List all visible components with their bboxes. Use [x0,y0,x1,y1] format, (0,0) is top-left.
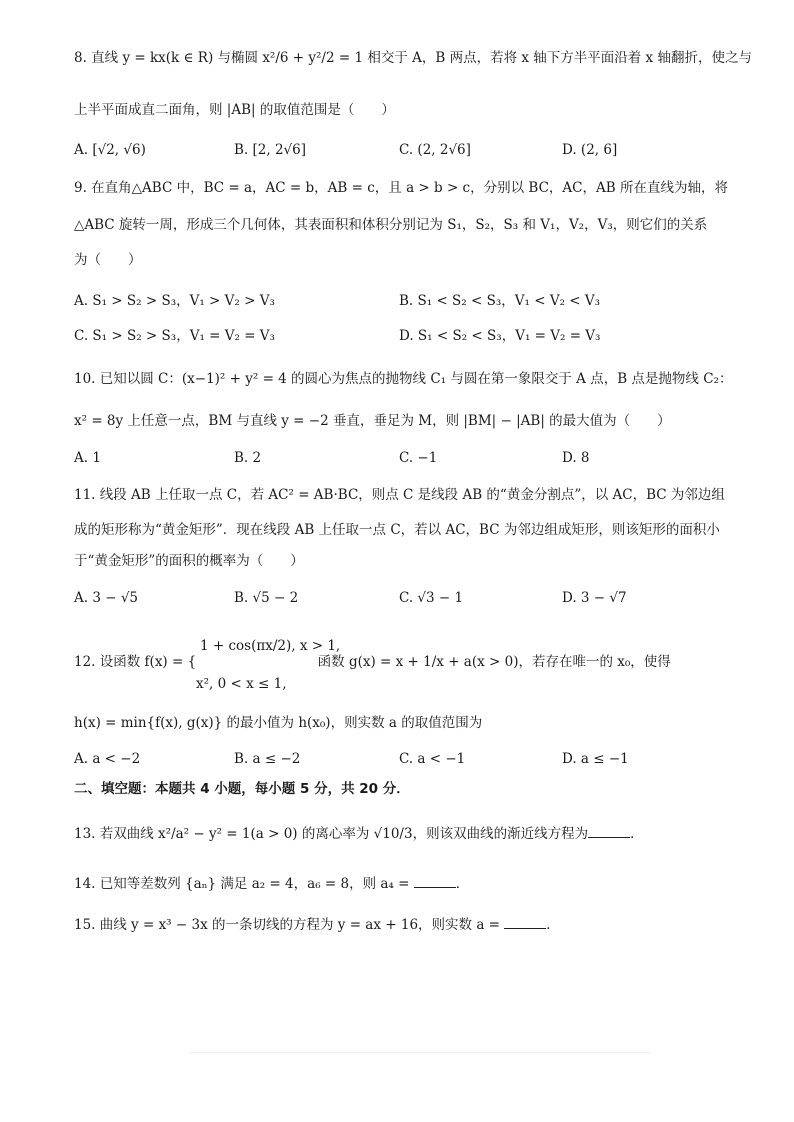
q11-line3: 于“黄金矩形”的面积的概率为（ ） [74,553,304,569]
q12-line1: 12. 设函数 f(x) = { 函数 g(x) = x + 1/x + a(x > 0)，若存在唯一的 x₀，使得 [74,654,671,670]
q12-option-b: B. a ≤ −2 [234,751,301,767]
q11-line2: 成的矩形称为“黄金矩形”．现在线段 AB 上任取一点 C，若以 AC，BC 为邻边组成矩形，则该矩形的面积小 [74,522,720,538]
q9-line3: 为（ ） [74,252,142,268]
q9-options-row1 [74,289,734,311]
q15-line [74,914,734,935]
q8-option-a: A. [√2, √6) [74,142,146,158]
q9-option-d: D. S₁ < S₂ < S₃，V₁ = V₂ = V₃ [399,328,601,344]
q15-answer-blank[interactable] [504,914,546,929]
q11-option-a: A. 3 − √5 [74,590,139,606]
q9-option-a: A. S₁ > S₂ > S₃，V₁ > V₂ > V₃ [74,293,275,309]
q12-line2: h(x) = min{f(x), g(x)} 的最小值为 h(x₀)，则实数 a 的取值范围为 [74,715,483,731]
q10-line1: 10. 已知以圆 C：(x−1)² + y² = 4 的圆心为焦点的抛物线 C₁ 与圆在第一象限交于 A 点，B 点是抛物线 C₂： [74,371,733,387]
q11-option-c: C. √3 − 1 [399,590,464,606]
q12-options [74,751,734,773]
q11-options [74,590,734,612]
q8-line2: 上半平面成直二面角，则 |AB| 的取值范围是（ ） [74,102,395,118]
q8-options [74,142,734,164]
q13-text: 13. 若双曲线 x²/a² − y² = 1(a > 0) 的离心率为 √10/3，则该双曲线的渐近线方程为 [74,826,589,842]
q8-line1: 8. 直线 y = kx(k ∈ R) 与椭圆 x²/6 + y²/2 = 1 相交于 A，B 两点，若将 x 轴下方半平面沿着 x 轴翻折，使之与 [74,50,752,66]
q13-end: ． [630,826,644,842]
q12-option-a: A. a < −2 [74,751,141,767]
q14-end: ． [455,876,470,892]
q8-option-d: D. (2, 6] [562,142,618,158]
q8-option-c: C. (2, 2√6] [399,142,471,158]
q11-option-b: B. √5 − 2 [234,590,299,606]
q12-piece-top: 1 + cos(πx/2), x > 1, [200,638,341,654]
q10-options [74,450,734,472]
scan-artifact-line [190,1052,650,1053]
q15-end: ． [546,917,560,933]
q9-option-b: B. S₁ < S₂ < S₃，V₁ < V₂ < V₃ [399,293,601,309]
q13-answer-blank[interactable] [588,823,630,838]
q12-piece-bottom: x², 0 < x ≤ 1, [196,676,287,692]
q12-option-d: D. a ≤ −1 [562,751,629,767]
q10-option-c: C. −1 [399,450,438,466]
q15-text: 15. 曲线 y = x³ − 3x 的一条切线的方程为 y = ax + 16，则实数 a = [74,917,500,933]
q14-answer-blank[interactable] [414,873,456,888]
q13-line [74,823,734,844]
q9-options-row2 [74,324,734,346]
q12-option-c: C. a < −1 [399,751,466,767]
q10-line2: x² = 8y 上任意一点，BM 与直线 y = −2 垂直，垂足为 M，则 |BM| − |AB| 的最大值为（ ） [74,413,671,429]
q11-line1: 11. 线段 AB 上任取一点 C，若 AC² = AB·BC，则点 C 是线段 AB 的“黄金分割点”，以 AC，BC 为邻边组 [74,487,725,503]
q9-line1: 9. 在直角△ABC 中，BC = a，AC = b，AB = c，且 a > b > c，分别以 BC，AC，AB 所在直线为轴，将 [74,180,728,196]
q11-option-d: D. 3 − √7 [562,590,627,606]
section-2-heading: 二、填空题：本题共 4 小题，每小题 5 分，共 20 分． [74,781,410,797]
q14-text: 14. 已知等差数列 {aₙ} 满足 a₂ = 4，a₆ = 8，则 a₄ = [74,876,410,892]
q10-option-b: B. 2 [234,450,262,466]
q8-option-b: B. [2, 2√6] [234,142,306,158]
q9-option-c: C. S₁ > S₂ > S₃，V₁ = V₂ = V₃ [74,328,275,344]
q9-line2: △ABC 旋转一周，形成三个几何体，其表面积和体积分别记为 S₁，S₂，S₃ 和 V₁，V₂，V₃，则它们的关系 [74,217,708,233]
q14-line [74,873,734,894]
q10-option-a: A. 1 [74,450,101,466]
q10-option-d: D. 8 [562,450,590,466]
